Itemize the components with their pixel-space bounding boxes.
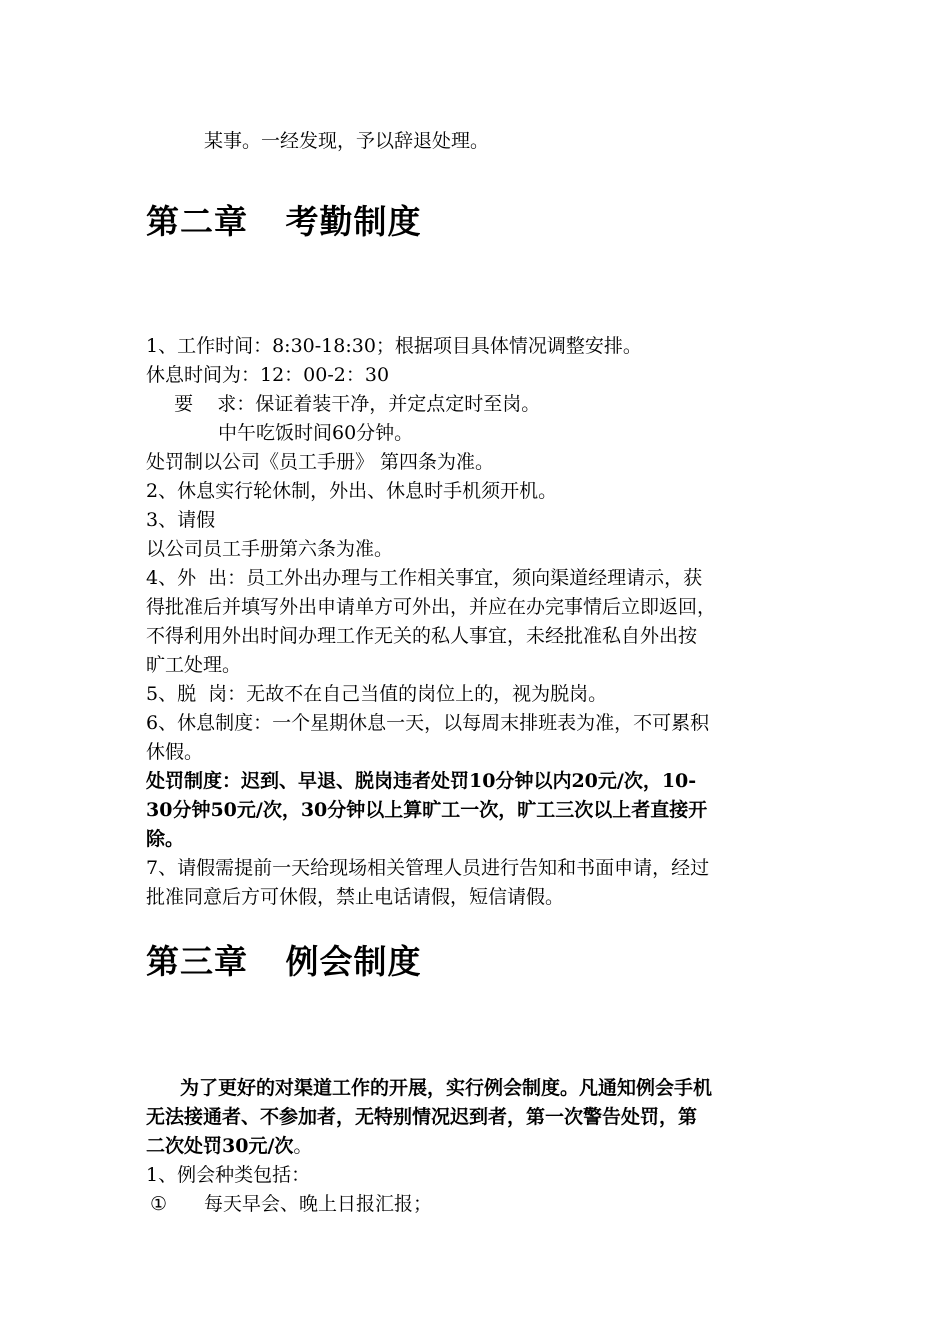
chapter-2-heading: 第二章 考勤制度 xyxy=(146,202,422,241)
penalty-line: 除。 xyxy=(146,828,185,850)
penalty-line: 处罚制度：迟到、早退、脱岗违者处罚10分钟以内20元/次，10- xyxy=(146,770,697,792)
rule-line: 要 求：保证着装干净，并定点定时至岗。 xyxy=(162,393,541,415)
rule-line: 1、工作时间：8:30-18:30；根据项目具体情况调整安排。 xyxy=(146,335,642,357)
rule-line: 不得利用外出时间办理工作无关的私人事宜，未经批准私自外出按 xyxy=(146,625,698,647)
rule-line: 休息时间为：12：00-2：30 xyxy=(146,364,390,386)
rule-line: 6、休息制度：一个星期休息一天，以每周末排班表为准，不可累积 xyxy=(146,712,710,734)
rule-line: 4、外 出：员工外出办理与工作相关事宜，须向渠道经理请示，获 xyxy=(146,567,703,589)
rule-line: 3、请假 xyxy=(146,509,216,531)
rule-line: 中午吃饭时间60分钟。 xyxy=(218,422,414,444)
rule-line: 处罚制以公司《员工手册》 第四条为准。 xyxy=(146,451,495,473)
rule-line: 5、脱 岗：无故不在自己当值的岗位上的，视为脱岗。 xyxy=(146,683,608,705)
rule-line: 得批准后并填写外出申请单方可外出，并应在办完事情后立即返回， xyxy=(146,596,717,618)
rule-line: 休假。 xyxy=(146,741,204,763)
meeting-intro-line xyxy=(146,1132,312,1161)
meeting-types-line: 1、例会种类包括： xyxy=(146,1164,311,1186)
rule-line: 批准同意后方可休假，禁止电话请假，短信请假。 xyxy=(146,886,565,908)
chapter-3-heading: 第三章 例会制度 xyxy=(146,942,422,981)
continuation-text: 某事。一经发现，予以辞退处理。 xyxy=(204,130,490,152)
rule-line: 7、请假需提前一天给现场相关管理人员进行告知和书面申请，经过 xyxy=(146,857,710,879)
meeting-intro-line: 为了更好的对渠道工作的开展，实行例会制度。凡通知例会手机 xyxy=(180,1077,713,1099)
meeting-intro-line: 无法接通者、不参加者，无特别情况迟到者，第一次警告处罚，第 xyxy=(146,1106,698,1128)
penalty-line: 30分钟50元/次，30分钟以上算旷工一次，旷工三次以上者直接开 xyxy=(146,799,708,821)
rule-line: 2、休息实行轮休制，外出、休息时手机须开机。 xyxy=(146,480,558,502)
meeting-intro-bold: 二次处罚30元/次 xyxy=(146,1135,294,1157)
list-item: 每天早会、晚上日报汇报； xyxy=(204,1193,433,1215)
rule-line: 以公司员工手册第六条为准。 xyxy=(146,538,394,560)
list-marker: ① xyxy=(150,1193,168,1215)
meeting-intro-period: 。 xyxy=(293,1135,313,1157)
rule-line: 旷工处理。 xyxy=(146,654,242,676)
